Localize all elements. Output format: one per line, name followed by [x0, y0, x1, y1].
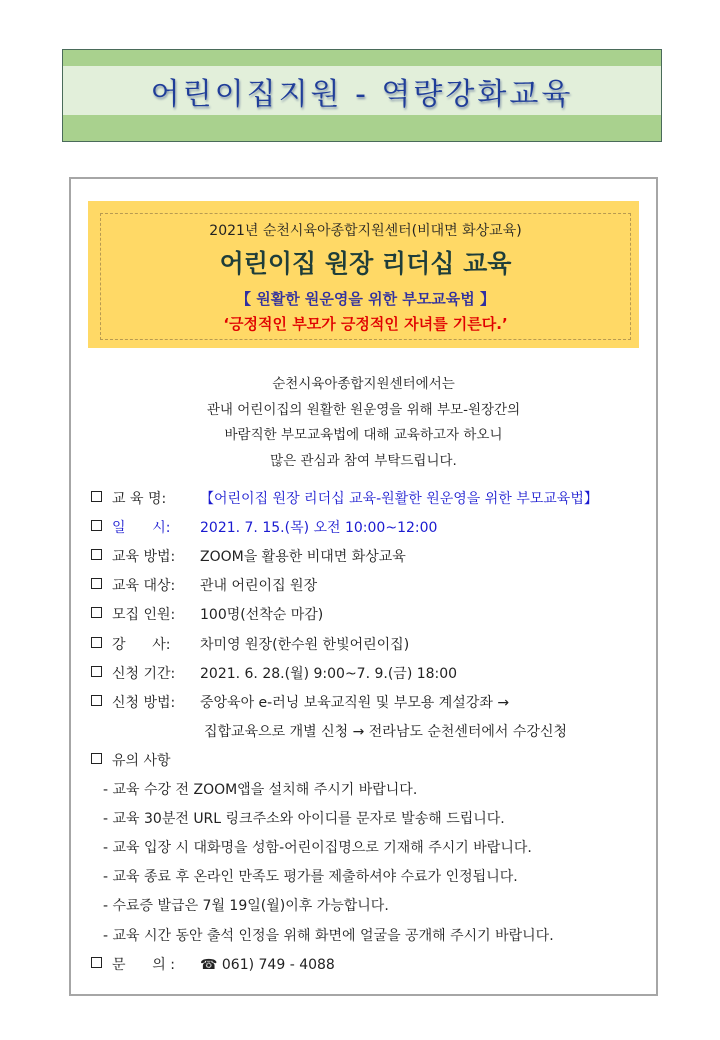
- checkbox-icon: [91, 607, 102, 618]
- checkbox-icon: [91, 520, 102, 531]
- event-banner: [88, 201, 639, 348]
- info-value: ZOOM을 활용한 비대면 화상교육: [200, 549, 406, 566]
- info-value: 차미영 원장(한수원 한빛어린이집): [200, 636, 410, 653]
- banner-subtitle: 2021년 순천시육아종합지원센터(비대면 화상교육): [209, 223, 522, 239]
- notice-box: [69, 177, 658, 996]
- note-item: - 수료증 발급은 7월 19일(월)이후 가능합니다.: [103, 898, 389, 915]
- banner-title: 어린이집 원장 리더십 교육: [219, 249, 512, 278]
- banner-slogan: ‘긍정적인 부모가 긍정적인 자녀를 기른다.’: [223, 315, 508, 333]
- contact-phone: ☎ 061) 749 - 4088: [200, 956, 335, 973]
- info-value: 2021. 7. 15.(목) 오전 10:00~12:00: [200, 520, 438, 537]
- note-item: - 교육 입장 시 대화명을 성함-어린이집명으로 기재해 주시기 바랍니다.: [103, 840, 532, 857]
- info-label: 신청 기간:: [112, 665, 176, 682]
- info-label: 강 사:: [112, 636, 171, 653]
- info-row: [91, 634, 409, 654]
- page-title: 어린이집지원 - 역량강화교육: [63, 66, 661, 115]
- checkbox-icon: [91, 753, 102, 764]
- intro-line: 바람직한 부모교육법에 대해 교육하고자 하오니: [224, 427, 503, 443]
- info-label: 교 육 명:: [112, 491, 167, 507]
- intro-line: 관내 어린이집의 원활한 원운영을 위해 부모-원장간의: [206, 401, 521, 418]
- info-value: 100명(선착순 마감): [200, 607, 324, 624]
- note-item: - 교육 30분전 URL 링크주소와 아이디를 문자로 발송해 드립니다.: [103, 811, 505, 828]
- note-item: - 교육 수강 전 ZOOM앱을 설치해 주시기 바랍니다.: [103, 782, 418, 798]
- info-row: [91, 604, 323, 624]
- info-value: 【어린이집 원장 리더십 교육-원활한 원운영을 위한 부모교육법】: [200, 491, 598, 507]
- info-label: 일 시:: [112, 520, 171, 537]
- checkbox-icon: [91, 491, 102, 502]
- info-row: [91, 692, 509, 712]
- info-value: 중앙육아 e-러닝 보육교직원 및 부모용 계설강좌 →: [200, 694, 510, 711]
- info-label: 모집 인원:: [112, 607, 176, 624]
- info-value: 2021. 6. 28.(월) 9:00~7. 9.(금) 18:00: [200, 665, 458, 682]
- info-label: 교육 대상:: [112, 578, 176, 595]
- intro-line: 많은 관심과 참여 부탁드립니다.: [270, 452, 457, 469]
- note-item: - 교육 종료 후 온라인 만족도 평가를 제출하셔야 수료가 인정됩니다.: [103, 869, 518, 886]
- info-value: 관내 어린이집 원장: [200, 578, 318, 595]
- contact-label: 문 의 :: [112, 956, 175, 973]
- intro-line: 순천시육아종합지원센터에서는: [272, 376, 455, 392]
- checkbox-icon: [91, 549, 102, 560]
- banner-topic: 【 원활한 원운영을 위한 부모교육법 】: [236, 290, 495, 308]
- info-label: 신청 방법:: [112, 694, 176, 711]
- checkbox-icon: [91, 957, 102, 968]
- checkbox-icon: [91, 578, 102, 589]
- note-item: - 교육 시간 동안 출석 인정을 위해 화면에 얼굴을 공개해 주시기 바랍니다.: [103, 927, 554, 944]
- info-label: 교육 방법:: [112, 549, 176, 566]
- checkbox-icon: [91, 666, 102, 677]
- apply-continued: 집합교육으로 개별 신청 → 전라남도 순천센터에서 수강신청: [204, 723, 568, 740]
- notes-label: 유의 사항: [112, 752, 171, 769]
- checkbox-icon: [91, 637, 102, 648]
- info-row: [91, 517, 437, 537]
- info-row: [91, 663, 457, 683]
- header-banner: [62, 49, 662, 142]
- contact-row: [91, 954, 335, 974]
- notes-heading: [91, 750, 171, 770]
- info-row: [91, 546, 406, 566]
- info-row: [91, 575, 317, 595]
- checkbox-icon: [91, 695, 102, 706]
- info-row: [91, 488, 598, 508]
- intro-text: [71, 372, 656, 474]
